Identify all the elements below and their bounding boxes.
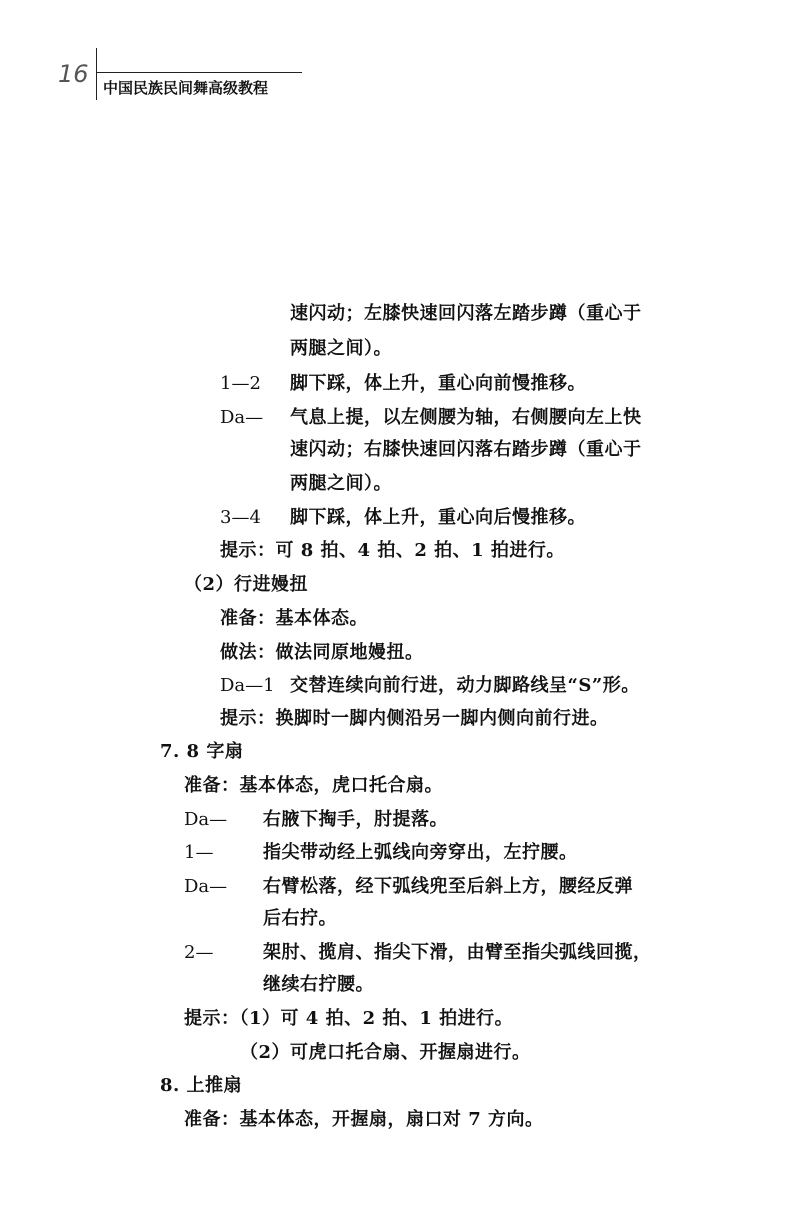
- body-line-19: 后右拧。: [263, 908, 337, 929]
- tip-line-3: 提示：（1）可 4 拍、2 拍、1 拍进行。: [184, 1008, 514, 1029]
- step-text-da-1b: 交替连续向前行进，动力脚路线呈“S”形。: [290, 675, 640, 696]
- subsection-heading-2: （2）行进嫚扭: [184, 574, 309, 595]
- step-count-1-2: 1—2: [220, 373, 261, 394]
- step-count-da-1: Da—: [220, 407, 264, 428]
- header-horizontal-rule: [96, 72, 302, 73]
- step-text-2: 架肘、揽肩、指尖下滑，由臂至指尖弧线回揽，: [263, 942, 652, 963]
- header-vertical-rule: [96, 48, 97, 100]
- section-heading-7: 7. 8 字扇: [160, 741, 244, 762]
- section-heading-8: 8. 上推扇: [160, 1075, 243, 1096]
- body-line-5: 速闪动；右膝快速回闪落右踏步蹲（重心于: [290, 439, 642, 460]
- page-number: 16: [58, 60, 89, 88]
- step-text-da-2: 右腋下掏手，肘提落。: [263, 809, 448, 830]
- step-count-1: 1—: [184, 842, 214, 863]
- body-line-2: 两腿之间）。: [290, 338, 392, 359]
- step-text-1: 指尖带动经上弧线向旁穿出，左拧腰。: [263, 842, 578, 863]
- step-count-da-2: Da—: [184, 809, 228, 830]
- body-line-21: 继续右拧腰。: [263, 974, 374, 995]
- step-text-da-3: 右臂松落，经下弧线兜至后斜上方，腰经反弹: [263, 876, 633, 897]
- step-count-2: 2—: [184, 942, 214, 963]
- body-line-1: 速闪动；左膝快速回闪落左踏步蹲（重心于: [290, 303, 642, 324]
- step-text-da-1: 气息上提，以左侧腰为轴，右侧腰向左上快: [290, 407, 642, 428]
- body-line-6: 两腿之间）。: [290, 473, 392, 494]
- method-line: 做法：做法同原地嫚扭。: [220, 642, 424, 663]
- step-text-3-4: 脚下踩，体上升，重心向后慢推移。: [290, 507, 586, 528]
- tip-line-1: 提示：可 8 拍、4 拍、2 拍、1 拍进行。: [220, 540, 565, 561]
- prep-line-1: 准备：基本体态。: [220, 608, 368, 629]
- prep-line-3: 准备：基本体态，开握扇，扇口对 7 方向。: [184, 1109, 544, 1130]
- step-count-3-4: 3—4: [220, 507, 261, 528]
- tip-line-2: 提示：换脚时一脚内侧沿另一脚内侧向前行进。: [220, 708, 609, 729]
- prep-line-2: 准备：基本体态，虎口托合扇。: [184, 775, 443, 796]
- running-header-title: 中国民族民间舞高级教程: [103, 79, 269, 97]
- step-count-da-3: Da—: [184, 876, 228, 897]
- tip-line-4: （2）可虎口托合扇、开握扇进行。: [240, 1042, 531, 1063]
- step-text-1-2: 脚下踩，体上升，重心向前慢推移。: [290, 373, 586, 394]
- step-count-da-1b: Da—1: [220, 675, 275, 696]
